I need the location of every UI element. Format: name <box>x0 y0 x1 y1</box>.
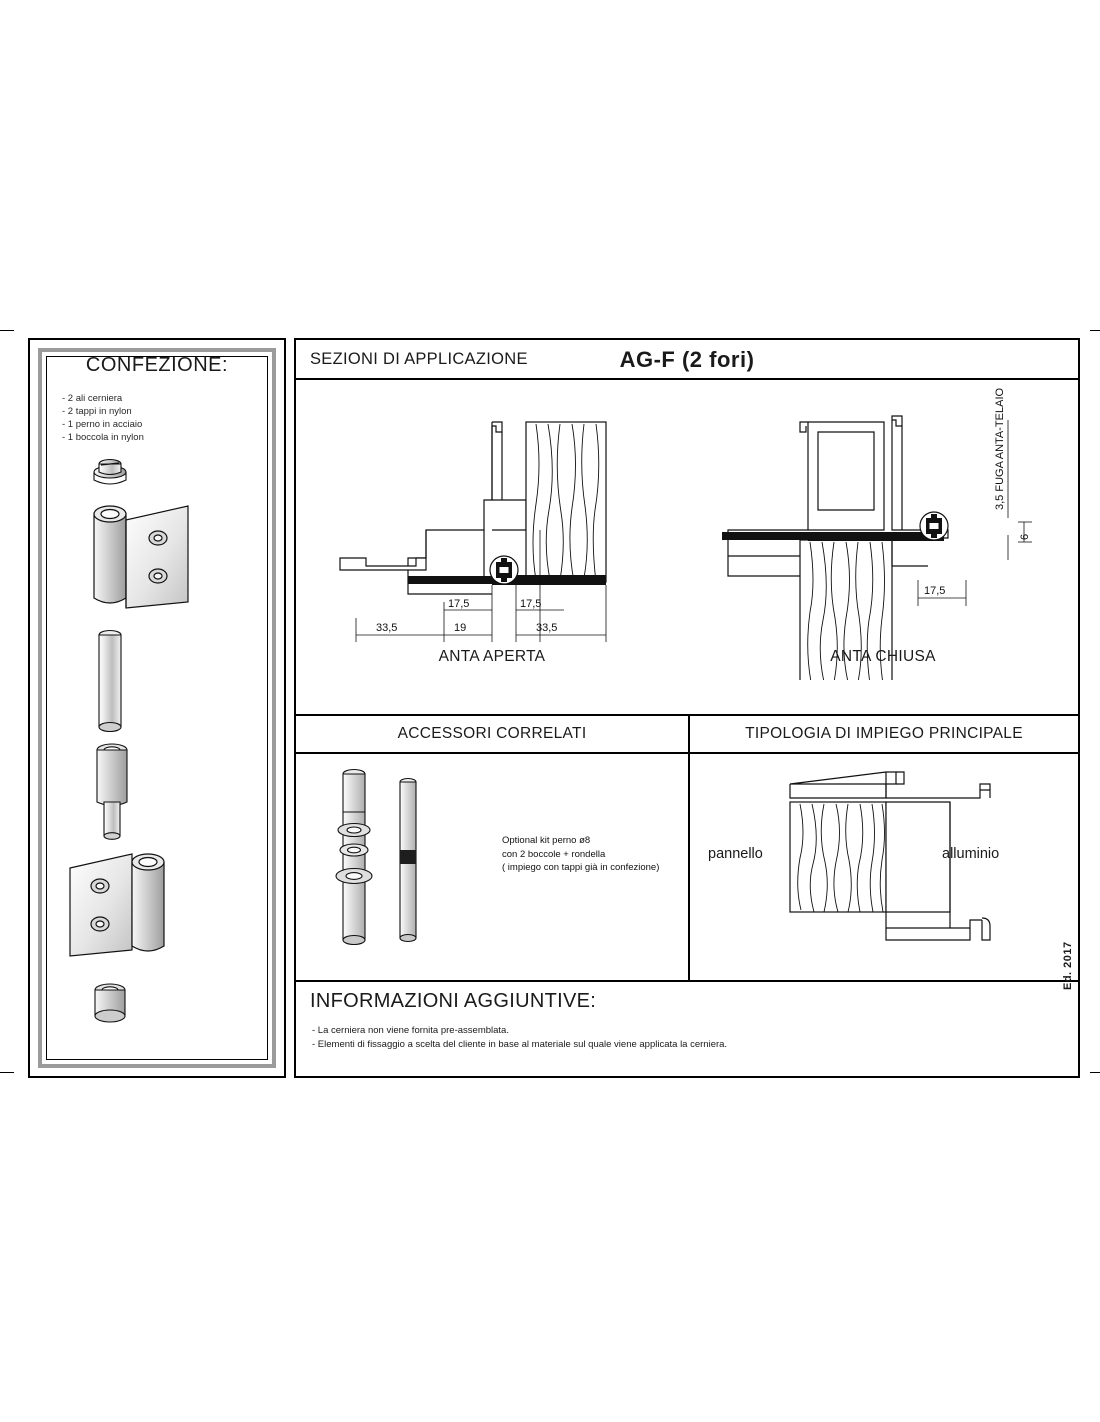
header-bar <box>294 338 1080 380</box>
hinge-leaf-lower <box>70 854 164 956</box>
accessory-note-line: con 2 boccole + rondella <box>502 848 606 860</box>
accessories-panel <box>294 752 690 982</box>
right-column <box>294 338 1080 1078</box>
packaging-item: - 2 ali cerniera <box>62 393 123 404</box>
usage-drawing <box>690 754 1078 980</box>
registration-mark-right-top <box>1090 330 1100 331</box>
technical-datasheet <box>28 338 1080 1078</box>
packaging-item-list <box>62 392 144 444</box>
dim-open-bottom-left: 33,5 <box>376 622 398 634</box>
additional-info-line: - Elementi di fissaggio a scelta del cliente in base al materiale sul quale viene applicata la cerniera. <box>312 1039 728 1050</box>
packaging-title: CONFEZIONE: <box>85 354 229 376</box>
nylon-bush <box>97 744 127 839</box>
registration-mark-left-bottom <box>0 1072 14 1073</box>
dim-closed-small: 6 <box>1019 533 1031 540</box>
dim-closed-gap-note: 3,5 FUGA ANTA-TELAIO <box>994 387 1006 510</box>
additional-info-line: - La cerniera non viene fornita pre-assemblata. <box>312 1025 509 1036</box>
nylon-cap-top <box>94 460 126 485</box>
dim-closed-bottom: 17,5 <box>924 585 946 597</box>
sections-header-label: SEZIONI DI APPLICAZIONE <box>310 350 528 368</box>
section-open-caption: ANTA APERTA <box>438 648 546 665</box>
usage-panel <box>688 752 1080 982</box>
section-closed-caption: ANTA CHIUSA <box>830 648 936 665</box>
additional-info-panel <box>294 980 1080 1078</box>
registration-mark-right-bottom <box>1090 1072 1100 1073</box>
section-closed-drawing <box>688 380 1078 680</box>
section-open-drawing <box>296 380 688 680</box>
additional-info-title: INFORMAZIONI AGGIUNTIVE: <box>310 990 597 1012</box>
accessory-note <box>502 834 659 875</box>
hinge-exploded-view <box>48 450 266 1066</box>
dim-open-top-right: 17,5 <box>520 598 542 610</box>
dim-open-bottom-center: 19 <box>454 622 467 634</box>
additional-info-lines <box>312 1024 727 1052</box>
hinge-leaf-upper <box>94 506 188 608</box>
accessories-drawing <box>296 754 496 980</box>
dim-open-bottom-right: 33,5 <box>536 622 558 634</box>
accessory-note-line: ( impiego con tappi già in confezione) <box>502 862 660 873</box>
packaging-item: - 1 perno in acciaio <box>62 419 143 430</box>
usage-label-panel: pannello <box>708 846 763 862</box>
registration-mark-left-top <box>0 330 14 331</box>
usage-label-aluminium: alluminio <box>942 846 1000 862</box>
accessories-header-label: ACCESSORI CORRELATI <box>397 725 587 742</box>
edition-code: Ed. 2017 <box>1062 941 1074 990</box>
accessories-header <box>294 714 690 754</box>
steel-pin <box>99 631 121 732</box>
accessory-note-line: Optional kit perno ø8 <box>502 835 591 846</box>
dim-open-top-left: 17,5 <box>448 598 470 610</box>
usage-header <box>688 714 1080 754</box>
packaging-item: - 1 boccola in nylon <box>62 432 144 443</box>
usage-header-label: TIPOLOGIA DI IMPIEGO PRINCIPALE <box>745 725 1023 742</box>
packaging-item: - 2 tappi in nylon <box>62 406 132 417</box>
model-title: AG-F (2 fori) <box>619 347 755 372</box>
application-sections-panel <box>294 378 1080 716</box>
packaging-panel <box>28 338 286 1078</box>
nylon-cap-bottom <box>95 984 125 1022</box>
